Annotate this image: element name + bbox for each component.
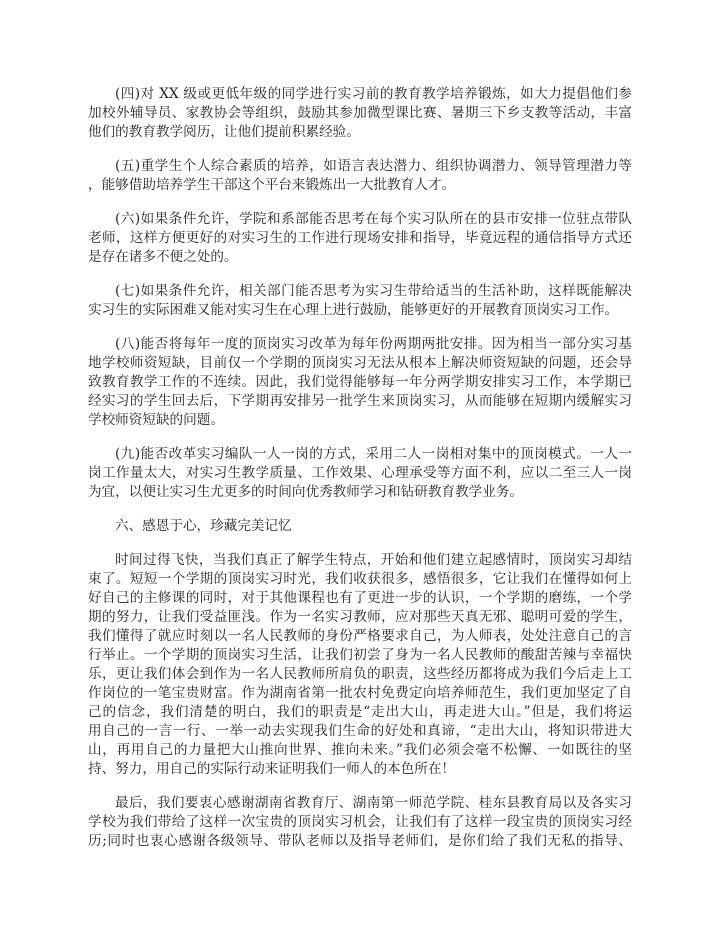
text-line: 是存在诸多不便之处的。 [88,249,238,265]
text-line: 作岗位的一笔宝贵财富。作为湖南省第一批农村免费定向培养师范生，我们更加坚定了自 [88,685,632,701]
text-line: 地学校师资短缺，目前仅一个学期的顶岗实习无法从根本上解决师资短缺的问题，还会导 [88,355,632,371]
text-line: 持、努力，用自己的实际行动来证明我们一师人的本色所在！ [88,761,456,777]
document-page [88,85,632,866]
paragraph [88,445,632,502]
text-line: 老师，这样方便更好的对实习生的工作进行现场安排和指导，毕竟远程的通信指导方式还 [88,230,632,246]
text-line: 最后，我们要衷心感谢湖南省教育厅、湖南第一师范学院、桂东县教育局以及各实习 [115,795,632,811]
section-heading [88,517,632,536]
text-line: (五)重学生个人综合素质的培养，如语言表达潜力、组织协调潜力、领导管理潜力等 [115,158,632,174]
text-line: 经实习的学生回去后，下学期再安排另一批学生来顶岗实习，从而能够在短期内缓解实习 [88,393,632,409]
text-line: ，能够借助培养学生干部这个平台来锻炼出一大批教育人才。 [88,177,456,193]
text-line: (四)对 XX 级或更低年级的同学进行实习前的教育教学培养锻炼，如大力提倡他们参 [115,86,632,102]
text-line: 用自己的一言一行、一举一动去实现我们生命的好处和真谛，“走出大山，将知识带进大 [88,723,632,739]
paragraph [88,794,632,851]
text-line: 时间过得飞快，当我们真正了解学生特点，开始和他们建立起感情时，顶岗实习却结 [115,552,632,568]
text-line: (八)能否将每年一度的顶岗实习改革为每年份两期两批安排。因为相当一部分实习基 [115,336,632,352]
paragraph [88,210,632,267]
text-line: 束了。短短一个学期的顶岗实习时光，我们收获很多，感悟很多，它让我们在懂得如何上 [88,571,632,587]
paragraph [88,335,632,430]
text-line: 期的努力，让我们受益匪浅。作为一名实习教师，应对那些天真无邪、聪明可爱的学生， [88,609,632,625]
text-line: 他们的教育教学阅历，让他们提前积累经验。 [88,124,360,140]
paragraph [88,157,632,195]
text-line: 加校外辅导员、家教协会等组织，鼓励其参加微型课比赛、暑期三下乡支教等活动，丰富 [88,105,632,121]
text-line: 乐，更让我们体会到作为一名人民教师所肩负的职责，这些经历都将成为我们今后走上工 [88,666,632,682]
text-line: 岗工作量太大，对实习生教学质量、工作效果、心理承受等方面不利，应以二至三人一岗 [88,465,632,481]
text-line: 行举止。一个学期的顶岗实习生活，让我们初尝了身为一名人民教师的酸甜苦辣与幸福快 [88,647,632,663]
text-line: 六、感恩于心，珍藏完美记忆 [115,518,292,534]
text-line: 为宜，以便让实习生尤更多的时间向优秀教师学习和钻研教育教学业务。 [88,484,523,500]
text-line: (六)如果条件允许，学院和系部能否思考在每个实习队所在的县市安排一位驻点带队 [115,211,632,227]
text-line: 历;同时也衷心感谢各级领导、带队老师以及指导老师们，是你们给了我们无私的指导、 [88,833,632,849]
text-line: (九)能否改革实习编队一人一岗的方式，采用二人一岗相对集中的顶岗模式。一人一 [115,446,632,462]
paragraph [88,551,632,779]
paragraph [88,282,632,320]
text-line: 好自己的主修课的同时，对于其他课程也有了更进一步的认识，一个学期的磨练，一个学 [88,590,632,606]
text-line: 致教育教学工作的不连续。因此，我们觉得能够每一年分两学期安排实习工作，本学期已 [88,374,632,390]
text-line: 我们懂得了就应时刻以一名人民教师的身份严格要求自己，为人师表，处处注意自己的言 [88,628,632,644]
text-line: 学校师资短缺的问题。 [88,412,224,428]
text-line: 己的信念，我们清楚的明白，我们的职责是“走出大山，再走进大山。”但是，我们将运 [88,704,632,720]
text-line: 学校为我们带给了这样一次宝贵的顶岗实习机会，让我们有了这样一段宝贵的顶岗实习经 [88,814,632,830]
text-line: 山，再用自己的力量把大山推向世界、推向未来。”我们必须会毫不松懈、一如既往的坚 [88,742,632,758]
text-line: (七)如果条件允许，相关部门能否思考为实习生带给适当的生活补助，这样既能解决 [115,283,632,299]
text-line: 实习生的实际困难又能对实习生在心理上进行鼓励，能够更好的开展教育顶岗实习工作。 [88,302,619,318]
paragraph [88,85,632,142]
